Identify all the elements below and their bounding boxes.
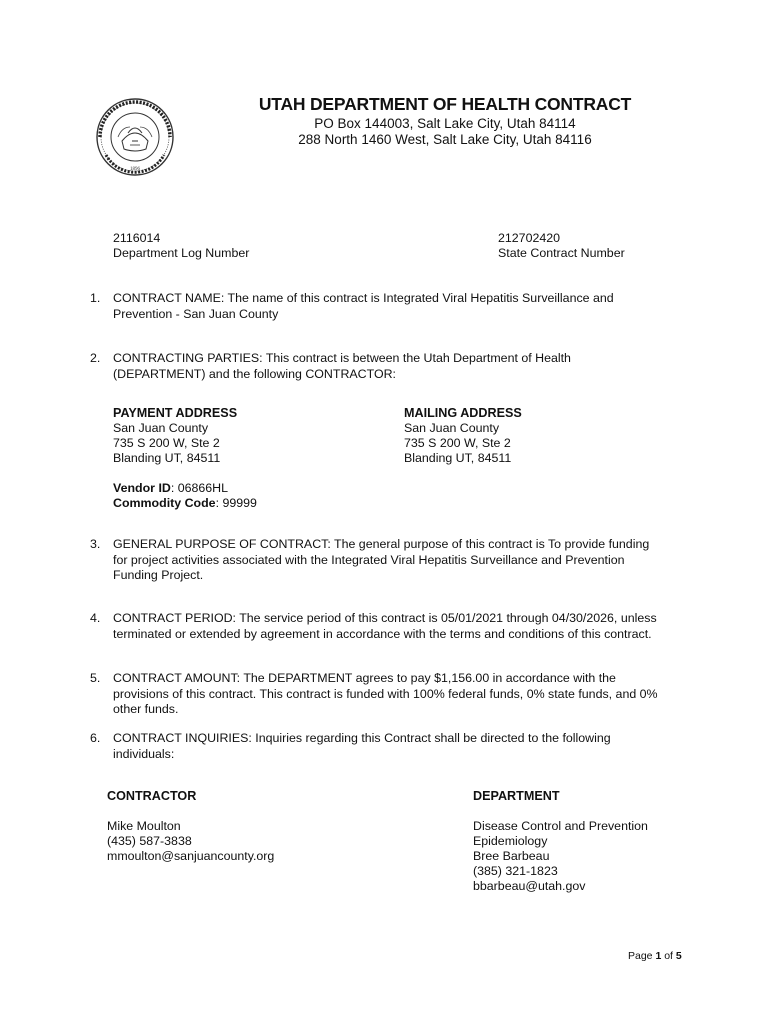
mailing-address-line: San Juan County	[404, 421, 500, 435]
section-line: CONTRACT PERIOD: The service period of this contract is 05/01/2021 through 04/30/2026, unless	[113, 611, 657, 625]
section-line: (DEPARTMENT) and the following CONTRACTOR:	[113, 366, 396, 381]
state-contract-number: 212702420	[498, 231, 561, 245]
section-line: for project activities associated with the Integrated Viral Hepatitis Surveillance and Prevention	[113, 552, 625, 567]
department-contact-line: (385) 321-1823	[473, 864, 558, 878]
page-mid: of	[661, 950, 676, 962]
section-line: Funding Project.	[113, 568, 204, 582]
contractor-heading: CONTRACTOR	[107, 789, 197, 803]
mailing-address-line: 735 S 200 W, Ste 2	[404, 436, 511, 450]
section-contract-inquiries	[113, 731, 683, 762]
section-number: 4.	[90, 611, 101, 625]
section-contracting-parties	[113, 351, 683, 382]
page-total: 5	[675, 950, 682, 962]
department-email[interactable]: bbarbeau@utah.gov	[473, 879, 586, 893]
contractor-email[interactable]: mmoulton@sanjuancounty.org	[107, 849, 275, 863]
payment-address-line: San Juan County	[113, 421, 209, 435]
contractor-contact-line: (435) 587-3838	[107, 834, 192, 848]
vendor-id-label: Vendor ID	[113, 481, 171, 495]
section-general-purpose	[113, 537, 683, 584]
section-line: other funds.	[113, 702, 179, 716]
section-number: 5.	[90, 671, 101, 685]
state-contract-label: State Contract Number	[498, 246, 625, 260]
page-prefix: Page	[628, 950, 656, 962]
section-line: Prevention - San Juan County	[113, 306, 279, 321]
document-title: UTAH DEPARTMENT OF HEALTH CONTRACT	[258, 94, 632, 114]
section-contract-name	[113, 291, 683, 322]
department-log-label: Department Log Number	[113, 246, 250, 260]
section-number: 1.	[90, 291, 101, 305]
section-line: CONTRACT NAME: The name of this contract is Integrated Viral Hepatitis Surveillance and	[113, 291, 614, 305]
department-contact-line: Bree Barbeau	[473, 849, 550, 863]
commodity-code-value: : 99999	[215, 496, 257, 510]
payment-address-heading: PAYMENT ADDRESS	[113, 406, 238, 420]
section-line: CONTRACT AMOUNT: The DEPARTMENT agrees to pay $1,156.00 in accordance with the	[113, 671, 616, 685]
address-line-1: PO Box 144003, Salt Lake City, Utah 84114	[314, 116, 576, 131]
state-seal-icon	[92, 97, 178, 177]
payment-address-line: 735 S 200 W, Ste 2	[113, 436, 220, 450]
department-heading: DEPARTMENT	[473, 789, 560, 803]
page-current: 1	[655, 950, 662, 962]
address-line-2: 288 North 1460 West, Salt Lake City, Utah 84116	[298, 132, 592, 147]
section-line: provisions of this contract. This contract is funded with 100% federal funds, 0% state funds, and 0%	[113, 686, 658, 701]
section-line: GENERAL PURPOSE OF CONTRACT: The general purpose of this contract is To provide funding	[113, 537, 650, 551]
commodity-code	[113, 496, 257, 512]
section-number: 3.	[90, 537, 101, 551]
commodity-code-label: Commodity Code	[113, 496, 216, 510]
section-line: terminated or extended by agreement in accordance with the terms and conditions of this contract.	[113, 626, 652, 641]
department-contact-line: Epidemiology	[473, 834, 548, 848]
svg-text:1896: 1896	[130, 167, 140, 172]
section-line: CONTRACTING PARTIES: This contract is between the Utah Department of Health	[113, 351, 571, 365]
section-line: CONTRACT INQUIRIES: Inquiries regarding this Contract shall be directed to the following	[113, 731, 611, 745]
vendor-id-value: : 06866HL	[170, 481, 229, 495]
vendor-id	[113, 481, 228, 497]
mailing-address-line: Blanding UT, 84511	[404, 451, 512, 465]
payment-address-line: Blanding UT, 84511	[113, 451, 221, 465]
section-line: individuals:	[113, 746, 175, 761]
section-number: 6.	[90, 731, 101, 745]
department-log-number: 2116014	[113, 231, 161, 245]
contractor-contact-line: Mike Moulton	[107, 819, 181, 833]
mailing-address-heading: MAILING ADDRESS	[404, 406, 522, 420]
section-number: 2.	[90, 351, 101, 365]
section-contract-amount	[113, 671, 683, 718]
page-number	[628, 949, 682, 965]
section-contract-period	[113, 611, 683, 642]
department-contact-line: Disease Control and Prevention	[473, 819, 648, 833]
